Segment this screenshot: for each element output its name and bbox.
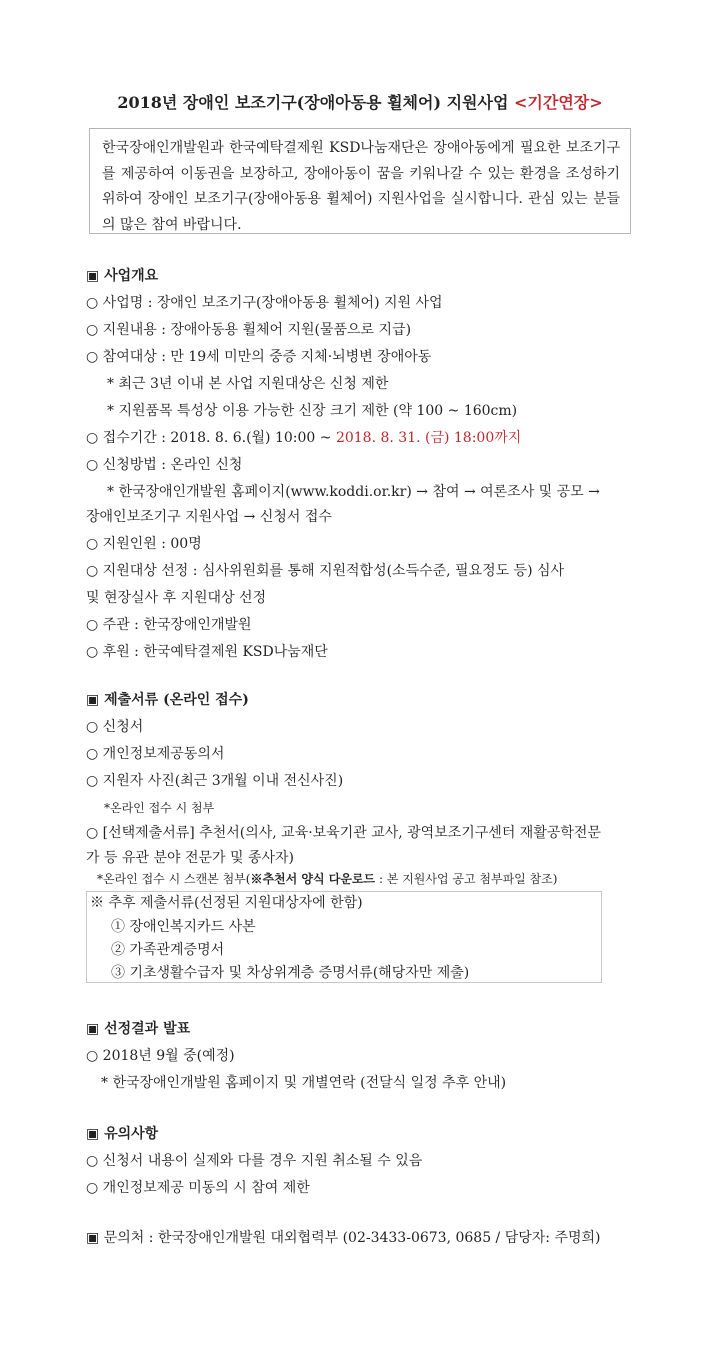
note-prefix: *온라인 접수 시 스캔본 첨부( [97,872,251,886]
overview-method-note-2: 장애인보조기구 지원사업 → 신청서 접수 [86,509,332,525]
intro-box: 한국장애인개발원과 한국예탁결제원 KSD나눔재단은 장애아동에게 필요한 보조기구를 제공하여 이동권을 보장하고, 장애아동이 꿈을 키워나갈 수 있는 환경을 조성하기 위하여 장애인 보조기구(장애아동용 휠체어) 지원사업을 실시합니다. 관심 있는 분들의 많은 참여 바랍니다. [89,128,631,234]
documents-item-4-line-2: 가 등 유관 분야 전문가 및 종사자) [86,850,294,866]
section-heading-cautions: ▣ 유의사항 [86,1126,159,1142]
overview-target-note-2: * 지원품목 특성상 이용 가능한 신장 크기 제한 (약 100 ~ 160cm) [107,403,518,419]
later-documents-heading: ※ 추후 제출서류(선정된 지원대상자에 한함) [90,895,363,911]
template-download-link[interactable]: ※추천서 양식 다운로드 [250,872,376,886]
overview-method: ○ 신청방법 : 온라인 신청 [86,457,243,473]
overview-count: ○ 지원인원 : 00명 [86,536,202,552]
later-documents-item-1: ① 장애인복지카드 사본 [111,919,256,935]
overview-method-note-1: * 한국장애인개발원 홈페이지(www.koddi.or.kr) → 참여 → 여론조사 및 공모 → [107,484,600,500]
overview-host: ○ 주관 : 한국장애인개발원 [86,617,252,633]
period-end-date: 2018. 8. 31. (금) 18:00까지 [335,430,522,446]
cautions-item-1: ○ 신청서 내용이 실제와 다를 경우 지원 취소될 수 있음 [86,1153,423,1169]
overview-selection-1: ○ 지원대상 선정 : 심사위원회를 통해 지원적합성(소득수준, 필요정도 등) 심사 [86,563,565,579]
results-note: * 한국장애인개발원 홈페이지 및 개별연락 (전달식 일정 추후 안내) [101,1075,507,1091]
section-heading-results: ▣ 선정결과 발표 [86,1021,191,1037]
results-date: ○ 2018년 9월 중(예정) [86,1048,235,1064]
documents-item-2: ○ 개인정보제공동의서 [86,746,225,762]
overview-period [86,428,521,448]
overview-name: ○ 사업명 : 장애인 보조기구(장애아동용 휠체어) 지원 사업 [86,295,443,311]
cautions-item-2: ○ 개인정보제공 미동의 시 참여 제한 [86,1180,310,1196]
overview-content: ○ 지원내용 : 장애아동용 휠체어 지원(물품으로 지급) [86,322,412,338]
section-heading-documents: ▣ 제출서류 (온라인 접수) [86,692,249,708]
documents-item-1: ○ 신청서 [86,719,144,735]
documents-item-4-note [97,869,557,889]
section-heading-overview: ▣ 사업개요 [86,268,159,284]
documents-item-3-note: *온라인 접수 시 첨부 [104,801,215,815]
documents-item-4-line-1: ○ [선택제출서류] 추천서(의사, 교육·보육기관 교사, 광역보조기구센터 재활공학전문 [86,825,601,841]
overview-target-note-1: * 최근 3년 이내 본 사업 지원대상은 신청 제한 [107,376,389,392]
later-documents-item-3: ③ 기초생활수급자 및 차상위계층 증명서류(해당자만 제출) [111,965,470,981]
overview-selection-2: 및 현장실사 후 지원대상 선정 [86,590,267,606]
title-extension-badge: <기간연장> [514,93,603,112]
period-label: ○ 접수기간 : 2018. 8. 6.(월) 10:00 ~ [86,430,336,446]
overview-target: ○ 참여대상 : 만 19세 미만의 중증 지체·뇌병변 장애아동 [86,349,432,365]
overview-sponsor: ○ 후원 : 한국예탁결제원 KSD나눔재단 [86,644,328,660]
note-suffix: : 본 지원사업 공고 첨부파일 참조) [375,872,558,886]
title-main: 2018년 장애인 보조기구(장애아동용 휠체어) 지원사업 [117,93,514,112]
page-title [0,90,720,113]
later-documents-item-2: ② 가족관계증명서 [111,942,225,958]
contact-info: ▣ 문의처 : 한국장애인개발원 대외협력부 (02-3433-0673, 0685 / 담당자: 주명희) [86,1230,601,1246]
documents-item-3: ○ 지원자 사진(최근 3개월 이내 전신사진) [86,773,344,789]
